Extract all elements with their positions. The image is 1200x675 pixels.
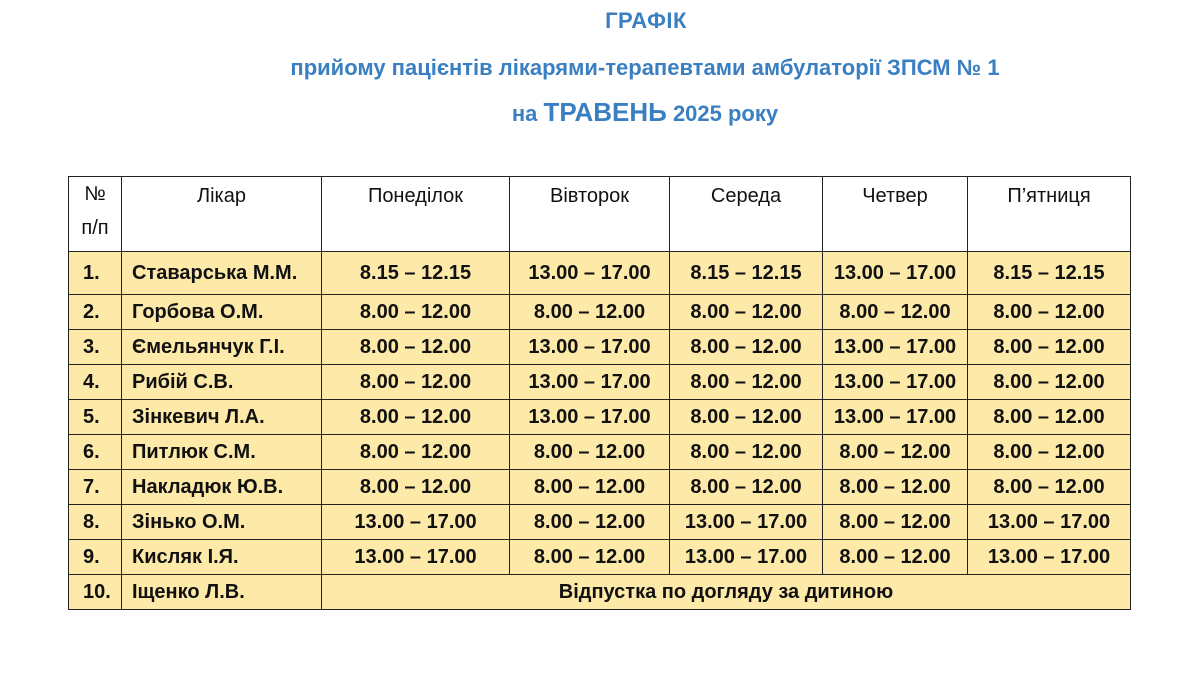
row-monday: 8.00 – 12.00 [322,330,510,365]
row-thursday: 13.00 – 17.00 [823,252,968,295]
table-row [69,540,1131,575]
row-tuesday: 8.00 – 12.00 [510,505,670,540]
row-friday: 8.00 – 12.00 [968,470,1131,505]
table-row [69,252,1131,295]
row-tuesday: 8.00 – 12.00 [510,295,670,330]
row-doctor: Зінкевич Л.А. [122,400,322,435]
row-thursday: 13.00 – 17.00 [823,365,968,400]
table-row [69,365,1131,400]
row-wednesday: 8.00 – 12.00 [670,470,823,505]
row-doctor: Питлюк С.М. [122,435,322,470]
row-tuesday: 13.00 – 17.00 [510,330,670,365]
row-doctor: Ставарська М.М. [122,252,322,295]
row-doctor: Кисляк І.Я. [122,540,322,575]
table-row [69,470,1131,505]
row-num: 4. [69,365,122,400]
document-period [0,97,1200,128]
row-tuesday: 8.00 – 12.00 [510,540,670,575]
row-doctor: Ємельянчук Г.І. [122,330,322,365]
leave-note: Відпустка по догляду за дитиною [322,575,1131,610]
period-year: 2025 року [672,101,779,126]
row-monday: 8.00 – 12.00 [322,435,510,470]
row-wednesday: 8.00 – 12.00 [670,330,823,365]
table-header [69,177,1131,252]
header-friday: П’ятниця [968,177,1131,252]
row-doctor: Накладюк Ю.В. [122,470,322,505]
row-tuesday: 13.00 – 17.00 [510,400,670,435]
row-friday: 8.00 – 12.00 [968,330,1131,365]
table-row [69,505,1131,540]
row-tuesday: 8.00 – 12.00 [510,470,670,505]
row-friday: 8.00 – 12.00 [968,435,1131,470]
row-wednesday: 13.00 – 17.00 [670,540,823,575]
row-thursday: 8.00 – 12.00 [823,435,968,470]
table-row [69,295,1131,330]
row-tuesday: 8.00 – 12.00 [510,435,670,470]
row-wednesday: 8.00 – 12.00 [670,435,823,470]
table-row [69,435,1131,470]
row-num: 10. [69,575,122,610]
row-num: 1. [69,252,122,295]
header-wednesday: Середа [670,177,823,252]
row-friday: 13.00 – 17.00 [968,505,1131,540]
period-month: ТРАВЕНЬ [543,97,667,127]
header-tuesday: Вівторок [510,177,670,252]
row-monday: 13.00 – 17.00 [322,505,510,540]
row-thursday: 8.00 – 12.00 [823,470,968,505]
row-doctor: Зінько О.М. [122,505,322,540]
row-monday: 13.00 – 17.00 [322,540,510,575]
row-monday: 8.00 – 12.00 [322,365,510,400]
header-doctor: Лікар [122,177,322,252]
row-friday: 8.00 – 12.00 [968,295,1131,330]
header-num [69,177,122,252]
row-thursday: 8.00 – 12.00 [823,505,968,540]
header-num-line1: № [84,183,106,205]
row-friday: 13.00 – 17.00 [968,540,1131,575]
row-friday: 8.00 – 12.00 [968,400,1131,435]
header-num-line2: п/п [81,217,109,239]
row-wednesday: 8.00 – 12.00 [670,295,823,330]
table-row [69,330,1131,365]
header-monday: Понеділок [322,177,510,252]
row-num: 5. [69,400,122,435]
row-thursday: 8.00 – 12.00 [823,295,968,330]
row-thursday: 13.00 – 17.00 [823,400,968,435]
row-wednesday: 8.15 – 12.15 [670,252,823,295]
row-wednesday: 13.00 – 17.00 [670,505,823,540]
row-num: 6. [69,435,122,470]
row-num: 9. [69,540,122,575]
row-thursday: 8.00 – 12.00 [823,540,968,575]
table-row [69,400,1131,435]
table-body [69,252,1131,610]
row-monday: 8.15 – 12.15 [322,252,510,295]
row-num: 8. [69,505,122,540]
document-title: ГРАФІК [605,8,687,33]
row-friday: 8.00 – 12.00 [968,365,1131,400]
row-tuesday: 13.00 – 17.00 [510,252,670,295]
row-wednesday: 8.00 – 12.00 [670,400,823,435]
row-doctor: Іщенко Л.В. [122,575,322,610]
row-num: 2. [69,295,122,330]
row-wednesday: 8.00 – 12.00 [670,365,823,400]
row-monday: 8.00 – 12.00 [322,400,510,435]
header-thursday: Четвер [823,177,968,252]
row-monday: 8.00 – 12.00 [322,295,510,330]
table-row-leave [69,575,1131,610]
document-subtitle: прийому пацієнтів лікарями-терапевтами амбулаторії ЗПСМ № 1 [290,55,1000,80]
row-doctor: Рибій С.В. [122,365,322,400]
row-thursday: 13.00 – 17.00 [823,330,968,365]
row-tuesday: 13.00 – 17.00 [510,365,670,400]
row-monday: 8.00 – 12.00 [322,470,510,505]
row-friday: 8.15 – 12.15 [968,252,1131,295]
row-doctor: Горбова О.М. [122,295,322,330]
row-num: 7. [69,470,122,505]
schedule-table [68,176,1131,610]
period-prefix: на [511,101,538,126]
row-num: 3. [69,330,122,365]
